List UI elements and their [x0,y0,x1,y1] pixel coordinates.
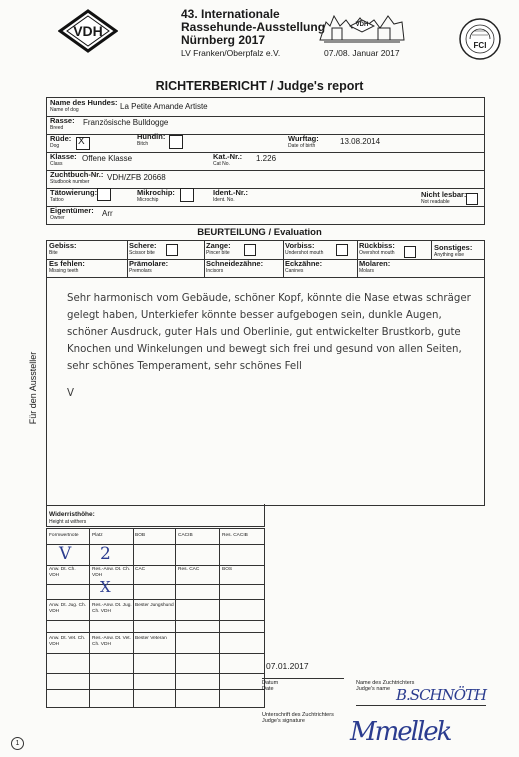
evaluation-text [67,290,479,375]
owner-label: Eigentümer: Owner [50,206,94,221]
grid-label-jug-ch-vdh: Anw. Dt. Jug. Ch. VDH [49,603,87,614]
grid-label-cac: CAC [135,567,146,572]
owner-value: Arr [102,209,113,218]
grid-label-place: Platz [92,533,103,538]
dob-value: 13.08.2014 [340,137,381,146]
page-number: 1 [11,737,24,750]
event-line-2: Rassehunde-Ausstellung [181,20,326,34]
grid-label-res-vet-ch-vdh: Res.-Anw. Dt. Vet. Ch. VDH [92,636,131,647]
event-line-1: 43. Internationale [181,7,280,21]
not-readable-label: Nicht lesbar: Not readable [421,190,467,205]
dog-name-label: Name des Hundes: Name of dog [50,98,118,113]
undershot-label: Vorbiss: Undershot mouth [285,241,324,256]
pincer-bite-checkbox[interactable] [244,244,256,256]
class-label: Klasse: Class [50,152,77,167]
grid-label-best-veteran: Bester Veteran [135,636,167,641]
not-readable-checkbox[interactable] [466,193,478,205]
grid-label-bob: BOB [135,533,146,538]
judge-signature: Mmellek [350,717,451,747]
date-line [262,678,344,679]
male-checkmark: X [78,136,85,147]
evaluation-heading: BEURTEILUNG / Evaluation [197,227,322,238]
tattoo-label: Tätowierung: Tattoo [50,188,98,203]
studbook-value: VDH/ZFB 20668 [107,173,166,182]
grid-label-res-cac: Res. CAC [178,567,200,572]
male-label: Rüde: Dog [50,134,72,149]
scissor-bite-checkbox[interactable] [166,244,178,256]
ident-label: Ident.-Nr.: Ident. No. [213,188,248,203]
evaluation-grade-short: V [67,388,74,399]
grid-label-grade: Formwertnote [49,533,79,538]
vdh-small-text: VDH [355,22,369,28]
grid-label-vet-ch-vdh: Anw. Dt. Vet. Ch. VDH [49,636,86,647]
overshot-checkbox[interactable] [404,246,416,258]
studbook-label: Zuchtbuch-Nr.: Studbook number [50,170,104,185]
evaluation-line: sehr schönes Temperament, sehr schönes Fell [67,361,302,372]
female-label: Hündin: Bitch [137,132,166,147]
evaluation-line: schöner Ausdruck, guter Hals und Oberlinie, gut entwickelter Brustkorb, gute [67,327,461,338]
grid-label-best-junior: Bester Jungshund [135,603,174,608]
page-title: RICHTERBERICHT / Judge's report [155,79,364,93]
canines-label: Eckzähne: Canines [285,259,323,274]
premolars-label: Prämolare: Premolars [129,259,169,274]
results-grid [46,528,265,708]
event-dates: 07./08. Januar 2017 [324,48,400,58]
vdh-logo [58,9,118,53]
catno-value: 1.226 [256,154,277,163]
signature-label: Unterschrift des Zuchtrichters Judge's signature [262,712,334,724]
overshot-label: Rückbiss: Overshot mouth [359,241,395,256]
evaluation-line: Knochen und Winkelungen und bewegt sich frei und gesund von allen Seiten, [67,344,462,355]
undershot-checkbox[interactable] [336,244,348,256]
anything-else-label: Sonstiges: Anything else [434,243,473,258]
vdh-logo-text: VDH [73,23,103,39]
side-label-exhibitor: Für den Aussteller [28,351,38,425]
grid-label-res-cacib: Res. CACIB [222,533,248,538]
dob-label: Wurftag: Date of birth [288,134,319,149]
org-name: LV Franken/Oberpfalz e.V. [181,48,281,58]
evaluation-line: Sehr harmonisch vom Gebäude, schöner Kopf, könnte die Nase etwas schräger [67,293,471,304]
grid-label-bos: BOS [222,567,233,572]
grid-res-mark: X [100,578,111,596]
tattoo-checkbox[interactable] [97,188,111,201]
judge-name-label: Name des Zuchtrichters Judge's name [356,680,415,692]
event-line-3: Nürnberg 2017 [181,33,266,47]
microchip-label: Mikrochip: Microchip [137,188,175,203]
vdh-small-badge [349,19,375,33]
grid-label-ch-vdh: Anw. Dt. Ch. VDH [49,567,76,578]
fci-logo [458,17,502,61]
scissor-bite-label: Schere: Scissor bite [129,241,157,256]
breed-label: Rasse: Breed [50,116,75,131]
grid-grade-value: V [59,544,72,564]
female-checkbox[interactable] [169,135,183,149]
incisors-label: Schneidezähne: Incisors [206,259,264,274]
bite-label: Gebiss: Bite [49,241,77,256]
report-date: 07.01.2017 [266,661,309,671]
height-label: Widerristhöhe: Height at withers [49,511,95,525]
dog-name-value: La Petite Amande Artiste [120,102,208,111]
breed-value: Französische Bulldogge [83,118,169,127]
judge-name-handwritten: B.SCHNÖTH [396,686,487,704]
missing-teeth-label: Es fehlen: Missing teeth [49,259,85,274]
castle-dogs-illustration [316,6,406,46]
evaluation-line: gelegt haben, Unterkiefer könnte besser aufgebogen sein, dunkle Augen, [67,310,442,321]
molars-label: Molaren: Molars [359,259,391,274]
grid-label-res-ch-vdh: Res.-Anw. Dt. Ch. VDH [92,567,131,578]
catno-label: Kat.-Nr.: Cat No. [213,152,243,167]
date-label: Datum Date [262,680,279,692]
microchip-checkbox[interactable] [180,188,194,202]
class-value: Offene Klasse [82,154,133,163]
grid-label-res-jug-ch-vdh: Res.-Anw. Dt. Jug. Ch. VDH [92,603,132,614]
grid-place-value: 2 [100,544,111,564]
pincer-bite-label: Zange: Pincer bite [206,241,231,256]
judge-name-line [356,705,486,706]
grid-label-cacib: CACIB [178,533,193,538]
fci-logo-text: FCI [473,41,487,50]
